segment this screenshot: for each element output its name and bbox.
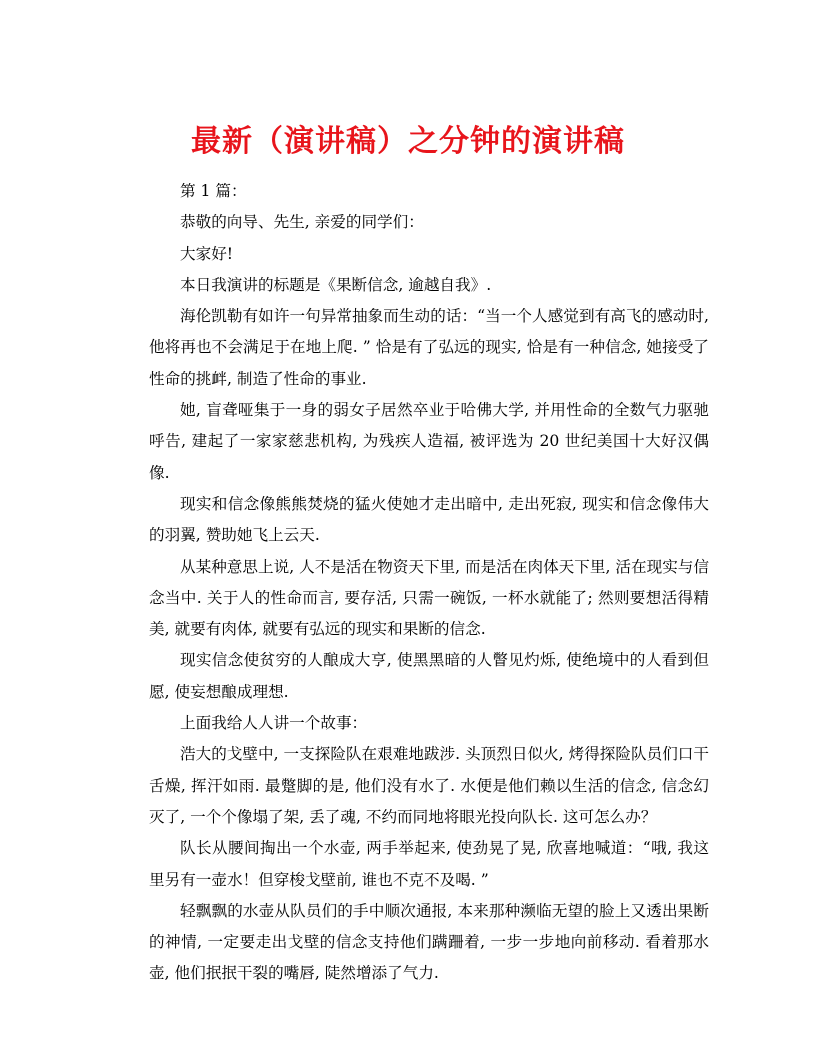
document-title: 最新（演讲稿）之分钟的演讲稿: [191, 124, 625, 160]
paragraph: 现实和信念像熊熊焚烧的猛火使她才走出暗中, 走出死寂, 现实和信念像伟大的羽翼, 赞助她飞上云天.: [149, 494, 709, 545]
paragraph: 队长从腰间掏出一个水壶, 两手举起来, 使劲晃了晃, 欣喜地喊道：“哦, 我这里另有一壶水！但穿梭戈壁前, 谁也不克不及喝. ”: [149, 839, 709, 889]
paragraph: 第 1 篇：: [180, 182, 247, 200]
paragraph: 海伦凯勒有如许一句异常抽象而生动的话：“当一个人感觉到有高飞的感动时, 他将再也不会满足于在地上爬. ” 恰是有了弘远的现实, 恰是有一种信念, 她接受了性命的挑衅, 制造了性命的事业.: [149, 307, 709, 388]
paragraph: 浩大的戈壁中, 一支探险队在艰难地跋涉. 头顶烈日似火, 烤得探险队员们口干舌燥, 挥汗如雨. 最蹩脚的是, 他们没有水了. 水便是他们赖以生活的信念, 信念幻灭了, 一个个像塌了架, 丢了魂, 不约而同地将眼光投向队长. 这可怎么办？: [149, 745, 709, 826]
document-body: [149, 176, 709, 990]
paragraph: 现实信念使贫穷的人酿成大亨, 使黑黑暗的人瞥见灼烁, 使绝境中的人看到但愿, 使妄想酿成理想.: [149, 651, 709, 701]
paragraph: 恭敬的向导、先生, 亲爱的同学们：: [180, 213, 424, 232]
paragraph: 大家好!: [180, 244, 234, 263]
paragraph: 从某种意思上说, 人不是活在物资天下里, 而是活在肉体天下里, 活在现实与信念当中. 关于人的性命而言, 要存活, 只需一碗饭, 一杯水就能了; 然则要想活得精美, 就要有肉体, 就要有弘远的现实和果断的信念.: [149, 557, 709, 639]
paragraph: 上面我给人人讲一个故事：: [180, 714, 368, 733]
paragraph: 她, 盲聋哑集于一身的弱女子居然卒业于哈佛大学, 并用性命的全数气力驱驰呼告, 建起了一家家慈悲机构, 为残疾人造福, 被评选为 20 世纪美国十大好汉偶像.: [149, 401, 709, 482]
paragraph: 本日我演讲的标题是《果断信念, 逾越自我》.: [180, 275, 492, 294]
paragraph: 轻飘飘的水壶从队员们的手中顺次通报, 本来那种濒临无望的脸上又透出果断的神情, 一定要走出戈壁的信念支持他们蹒跚着, 一步一步地向前移动. 看着那水壶, 他们抿抿干裂的嘴唇, 陡然增添了气力.: [149, 901, 709, 983]
